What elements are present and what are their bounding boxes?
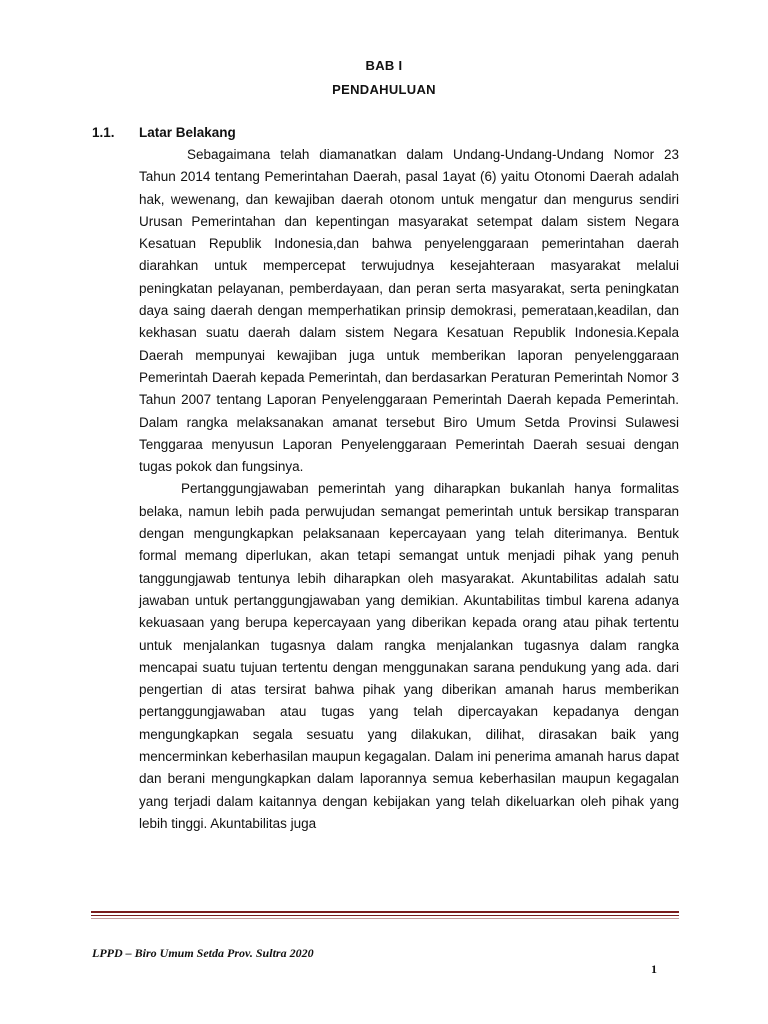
footer-rule-thick [91, 911, 679, 913]
footer-rule-light [91, 918, 679, 919]
chapter-number: BAB I [365, 58, 403, 73]
paragraph-2: Pertanggungjawaban pemerintah yang diharapkan bukanlah hanya formalitas belaka, namun lebih pada perwujudan semangat pemerintah untuk bersikap transparan dengan mengungkapkan pelaksanaan kepercayaan yang telah diterimanya. Bentuk formal memang diperlukan, akan tetapi semangat untuk menjadi pihak yang penuh tanggungjawab tentunya lebih diharapkan oleh masyarakat. Akuntabilitas adalah satu jawaban untuk pertanggungjawaban yang demikian. Akuntabilitas timbul karena adanya kekuasaan yang berupa kepercayaan yang diberikan kepada orang atau pihak tertentu untuk menjalankan tugasnya dalam rangka menjalankan tugasnya dalam rangka mencapai suatu tujuan tertentu dengan menggunakan sarana pendukung yang ada. dari pengertian di atas tersirat bahwa pihak yang diberikan amanah harus memberikan pertanggungjawaban atau tugas yang telah dipercayakan kepadanya dengan mengungkapkan segala sesuatu yang dilakukan, dilihat, dirasakan baik yang mencerminkan keberhasilan maupun kegagalan. Dalam ini penerima amanah harus dapat dan berani mengungkapkan dalam laporannya semua keberhasilan maupun kegagalan yang terjadi dalam kaitannya dengan kebijakan yang telah dikeluarkan oleh pihak yang lebih tinggi. Akuntabilitas juga [139, 481, 679, 831]
chapter-title: PENDAHULUAN [332, 82, 436, 97]
page-number: 1 [651, 962, 657, 976]
section-number: 1.1. [92, 125, 115, 140]
section-title: Latar Belakang [139, 125, 236, 140]
footer-rule-thin [91, 915, 679, 916]
footer-text: LPPD – Biro Umum Setda Prov. Sultra 2020 [92, 946, 314, 960]
body-text [139, 144, 679, 835]
paragraph-1: Sebagaimana telah diamanatkan dalam Undang-Undang-Undang Nomor 23 Tahun 2014 tentang Pemerintahan Daerah, pasal 1ayat (6) yaitu Otonomi Daerah adalah hak, wewenang, dan kewajiban daerah otonom untuk mengatur dan mengurus sendiri Urusan Pemerintahan dan kepentingan masyarakat setempat dalam sistem Negara Kesatuan Republik Indonesia,dan bahwa penyelenggaraan pemerintahan daerah diarahkan untuk mempercepat terwujudnya kesejahteraan masyarakat melalui peningkatan pelayanan, pemberdayaan, dan peran serta masyarakat, serta peningkatan daya saing daerah dengan memperhatikan prinsip demokrasi, pemerataan,keadilan, dan kekhasan suatu daerah dalam sistem Negara Kesatuan Republik Indonesia.Kepala Daerah mempunyai kewajiban juga untuk memberikan laporan penyelenggaraan Pemerintah Daerah kepada Pemerintah, dan berdasarkan Peraturan Pemerintah Nomor 3 Tahun 2007 tentang Laporan Penyelenggaraan Pemerintah Daerah kepada Pemerintah. Dalam rangka melaksanakan amanat tersebut Biro Umum Setda Provinsi Sulawesi Tenggaraa menyusun Laporan Penyelenggaraan Pemerintah Daerah sesuai dengan tugas pokok dan fungsinya. [139, 147, 679, 475]
